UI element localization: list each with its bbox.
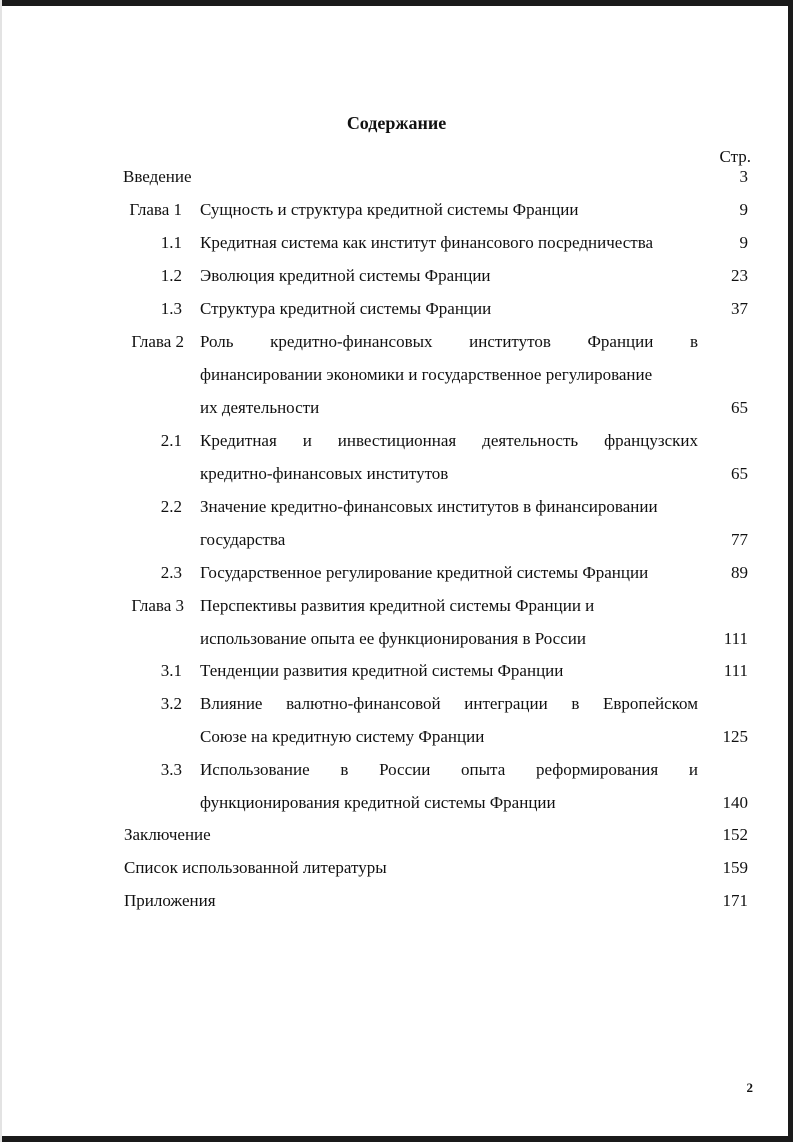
toc-s23-page: 89 bbox=[731, 563, 748, 582]
toc-s22-text-line2: государства bbox=[200, 530, 286, 549]
scan-border-top bbox=[0, 0, 793, 6]
toc-s31-text: Тенденции развития кредитной системы Франции bbox=[200, 661, 564, 680]
toc-s13-text: Структура кредитной системы Франции bbox=[200, 299, 492, 318]
toc-s21-text-line1: Кредитная и инвестиционная деятельность французских bbox=[200, 431, 698, 450]
toc-s12-page: 23 bbox=[731, 266, 748, 285]
toc-bibliography-page: 159 bbox=[722, 858, 748, 877]
toc-conclusion-page: 152 bbox=[722, 825, 748, 844]
toc-s22-text-line1: Значение кредитно-финансовых институтов в финансировании bbox=[200, 497, 658, 516]
toc-s11-text: Кредитная система как институт финансового посредничества bbox=[200, 233, 654, 252]
toc-conclusion-label: Заключение bbox=[124, 825, 211, 844]
toc-s23-text: Государственное регулирование кредитной системы Франции bbox=[200, 563, 649, 582]
toc-ch2-text-line3: их деятельности bbox=[200, 398, 320, 417]
scan-border-bottom bbox=[0, 1136, 793, 1142]
toc-ch1-num: Глава 1 bbox=[129, 200, 182, 219]
page-number: 2 bbox=[746, 1080, 753, 1095]
toc-s32-text-line1: Влияние валютно-финансовой интеграции в Европейском bbox=[200, 694, 698, 713]
toc-ch2-page: 65 bbox=[731, 398, 748, 417]
page-title: Содержание bbox=[346, 113, 447, 133]
toc-appendices-page: 171 bbox=[722, 891, 748, 910]
toc-intro-label: Введение bbox=[123, 167, 192, 186]
toc-s32-page: 125 bbox=[722, 727, 748, 746]
toc-ch3-page: 111 bbox=[723, 629, 748, 648]
toc-s31-page: 111 bbox=[723, 661, 748, 680]
toc-ch1-text: Сущность и структура кредитной системы Франции bbox=[200, 200, 579, 219]
toc-ch3-num: Глава 3 bbox=[131, 596, 184, 615]
toc-s12-text: Эволюция кредитной системы Франции bbox=[200, 266, 491, 285]
toc-ch2-num: Глава 2 bbox=[131, 332, 184, 351]
toc-s32-text-line2: Союзе на кредитную систему Франции bbox=[200, 727, 485, 746]
toc-s22-page: 77 bbox=[731, 530, 748, 549]
toc-s33-num: 3.3 bbox=[160, 760, 182, 779]
toc-appendices-label: Приложения bbox=[124, 891, 216, 910]
scan-border-left bbox=[0, 0, 2, 1142]
toc-ch3-text-line1: Перспективы развития кредитной системы Франции и bbox=[200, 596, 595, 615]
toc-s21-page: 65 bbox=[731, 464, 748, 483]
toc-s33-page: 140 bbox=[722, 793, 748, 812]
toc-ch3-text-line2: использование опыта ее функционирования в России bbox=[200, 629, 586, 648]
toc-s13-num: 1.3 bbox=[160, 299, 182, 318]
toc-s11-page: 9 bbox=[739, 233, 748, 252]
toc-ch2-text-line1: Роль кредитно-финансовых институтов Франции в bbox=[200, 332, 698, 351]
toc-intro-page: 3 bbox=[739, 167, 748, 186]
toc-ch1-page: 9 bbox=[739, 200, 748, 219]
toc-s11-num: 1.1 bbox=[160, 233, 182, 252]
toc-s22-num: 2.2 bbox=[160, 497, 182, 516]
toc-s23-num: 2.3 bbox=[160, 563, 182, 582]
toc-s13-page: 37 bbox=[731, 299, 748, 318]
toc-s21-num: 2.1 bbox=[160, 431, 182, 450]
toc-s33-text-line1: Использование в России опыта реформирования и bbox=[200, 760, 698, 779]
scan-border-right bbox=[788, 0, 793, 1142]
toc-s33-text-line2: функционирования кредитной системы Франции bbox=[200, 793, 556, 812]
toc-s32-num: 3.2 bbox=[160, 694, 182, 713]
toc-bibliography-label: Список использованной литературы bbox=[124, 858, 387, 877]
toc-ch2-text-line2: финансировании экономики и государственное регулирование bbox=[200, 365, 653, 384]
toc-s12-num: 1.2 bbox=[160, 266, 182, 285]
toc-s21-text-line2: кредитно-финансовых институтов bbox=[200, 464, 449, 483]
page-column-label: Стр. bbox=[719, 147, 751, 166]
toc-s31-num: 3.1 bbox=[160, 661, 182, 680]
